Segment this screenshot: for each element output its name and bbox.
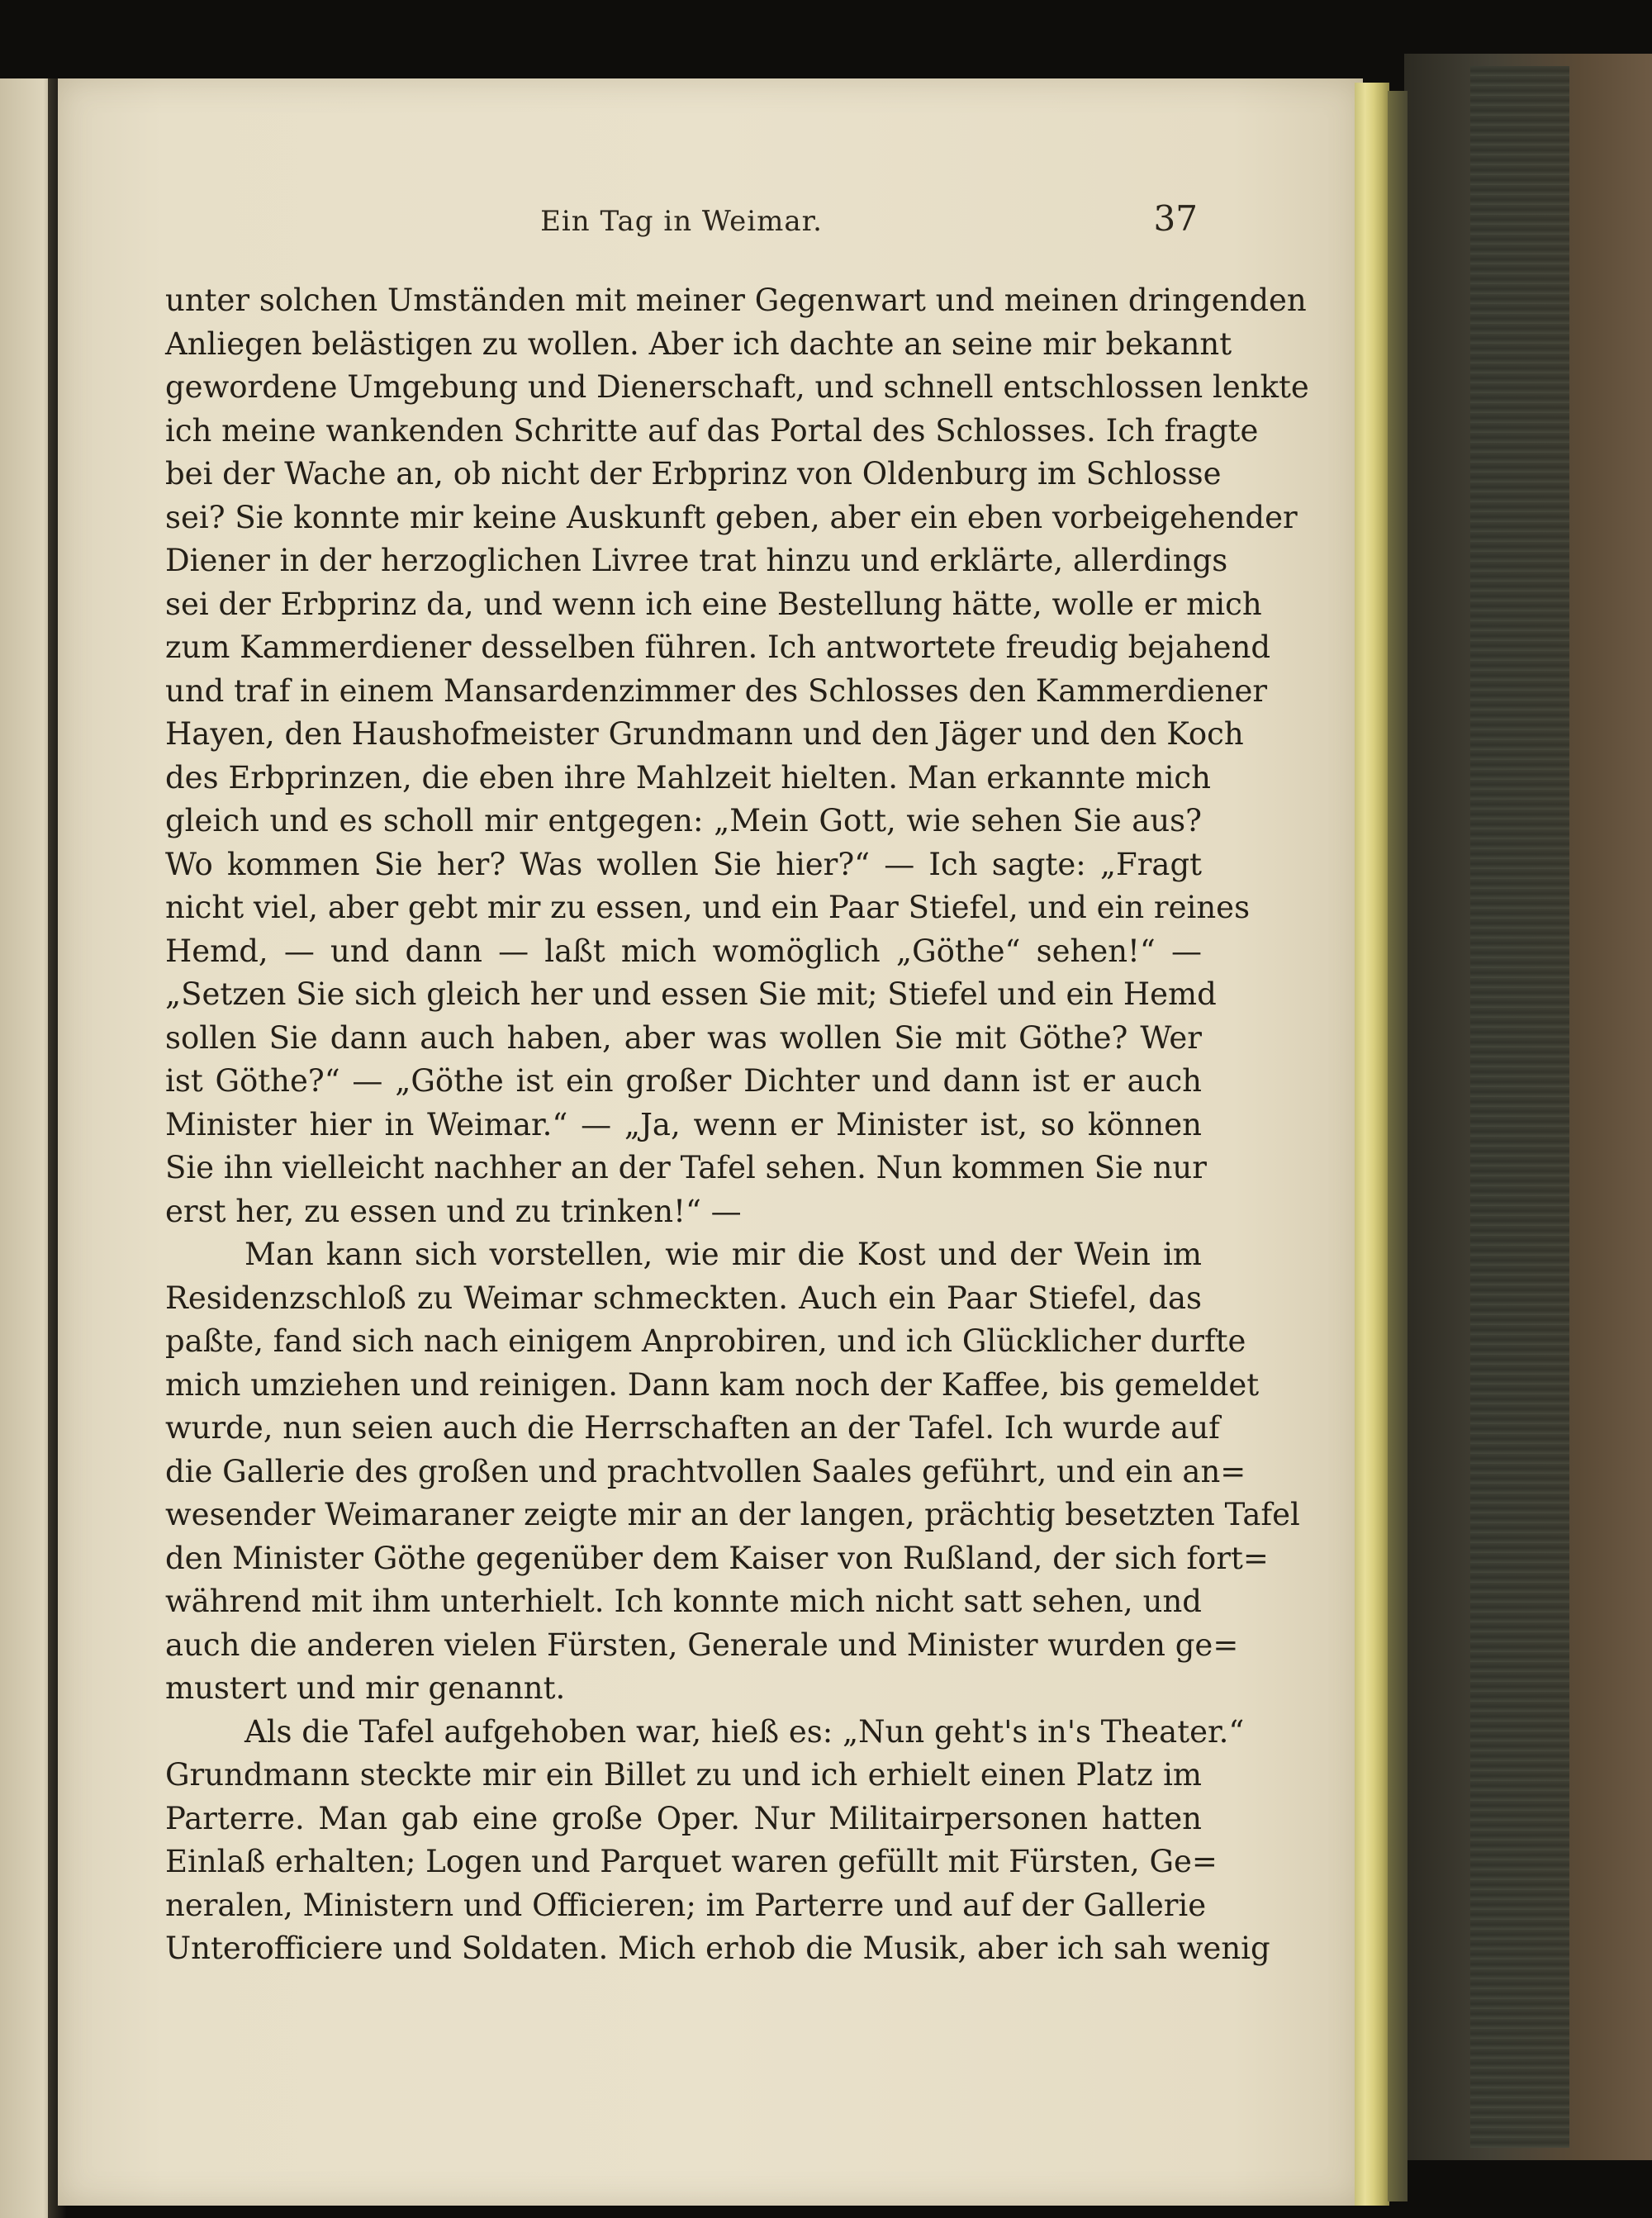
text-line: Wo kommen Sie her? Was wollen Sie hier?“ — Ich sagte: „Fragt <box>165 846 1202 882</box>
text-line: Unterofficiere und Soldaten. Mich erhob die Musik, aber ich sah wenig <box>165 1931 1270 1966</box>
text-line: und traf in einem Mansardenzimmer des Schlosses den Kammerdiener <box>165 672 1268 709</box>
text-line: Hayen, den Haushofmeister Grundmann und den Jäger und den Koch <box>165 716 1244 752</box>
text-line: die Gallerie des großen und prachtvollen Saales geführt, und ein an= <box>165 1453 1246 1489</box>
text-line: bei der Wache an, ob nicht der Erbprinz von Oldenburg im Schlosse <box>165 456 1222 492</box>
text-line: zum Kammerdiener desselben führen. Ich antwortete freudig bejahend <box>165 629 1270 665</box>
text-line: paßte, fand sich nach einigem Anprobiren, und ich Glücklicher durfte <box>165 1323 1246 1359</box>
text-line: Residenzschloß zu Weimar schmeckten. Auch ein Paar Stiefel, das <box>165 1280 1202 1316</box>
text-line: Anliegen belästigen zu wollen. Aber ich dachte an seine mir bekannt <box>165 325 1232 362</box>
text-line: Einlaß erhalten; Logen und Parquet waren gefüllt mit Fürsten, Ge= <box>165 1844 1218 1879</box>
text-line: gleich und es scholl mir entgegen: „Mein Gott, wie sehen Sie aus? <box>165 803 1202 838</box>
text-line: ist Göthe?“ — „Göthe ist ein großer Dichter und dann ist er auch <box>165 1063 1202 1099</box>
gilt-page-edges <box>1355 83 1389 2206</box>
text-line: erst her, zu essen und zu trinken!“ — <box>165 1193 742 1229</box>
text-line: mustert und mir genannt. <box>165 1670 566 1706</box>
text-line: Minister hier in Weimar.“ — „Ja, wenn er Minister ist, so können <box>165 1106 1202 1142</box>
text-line: ich meine wankenden Schritte auf das Portal des Schlosses. Ich fragte <box>165 412 1259 449</box>
text-line: Sie ihn vielleicht nachher an der Tafel sehen. Nun kommen Sie nur <box>165 1150 1207 1185</box>
text-line: Grundmann steckte mir ein Billet zu und ich erhielt einen Platz im <box>165 1757 1202 1793</box>
text-line: während mit ihm unterhielt. Ich konnte mich nicht satt sehen, und <box>165 1584 1202 1619</box>
text-line: wurde, nun seien auch die Herrschaften an der Tafel. Ich wurde auf <box>165 1410 1220 1446</box>
page-edge-shadow <box>1388 91 1408 2201</box>
text-line: sei? Sie konnte mir keine Auskunft geben, aber ein eben vorbeigehender <box>165 499 1298 535</box>
book-cover-binding <box>1470 66 1569 2148</box>
text-line: sei der Erbprinz da, und wenn ich eine Bestellung hätte, wolle er mich <box>165 586 1262 622</box>
text-line: Als die Tafel aufgehoben war, hieß es: „Nun geht's in's Theater.“ <box>244 1713 1245 1750</box>
text-line: neralen, Ministern und Officieren; im Parterre und auf der Gallerie <box>165 1887 1207 1923</box>
text-line: nicht viel, aber gebt mir zu essen, und ein Paar Stiefel, und ein reines <box>165 890 1251 925</box>
page-header <box>165 198 1198 248</box>
running-title: Ein Tag in Weimar. <box>540 205 823 238</box>
text-line: gewordene Umgebung und Dienerschaft, und schnell entschlossen lenkte <box>165 369 1309 405</box>
text-line: Man kann sich vorstellen, wie mir die Kost und der Wein im <box>244 1237 1202 1272</box>
body-text <box>165 279 1309 1971</box>
text-line: „Setzen Sie sich gleich her und essen Sie mit; Stiefel und ein Hemd <box>165 976 1217 1012</box>
text-line: Hemd, — und dann — laßt mich womöglich „Göthe“ sehen!“ — <box>165 933 1202 969</box>
text-line: sollen Sie dann auch haben, aber was wollen Sie mit Göthe? Wer <box>165 1019 1202 1056</box>
text-line: den Minister Göthe gegenüber dem Kaiser von Rußland, der sich fort= <box>165 1540 1269 1576</box>
text-line: unter solchen Umständen mit meiner Gegenwart und meinen dringenden <box>165 283 1307 318</box>
text-line: Diener in der herzoglichen Livree trat hinzu und erklärte, allerdings <box>165 543 1228 578</box>
text-line: des Erbprinzen, die eben ihre Mahlzeit hielten. Man erkannte mich <box>165 759 1211 796</box>
text-line: wesender Weimaraner zeigte mir an der langen, prächtig besetzten Tafel <box>165 1497 1300 1532</box>
text-line: mich umziehen und reinigen. Dann kam noch der Kaffee, bis gemeldet <box>165 1366 1260 1403</box>
page-number: 37 <box>1153 198 1198 239</box>
text-line: Parterre. Man gab eine große Oper. Nur Militairpersonen hatten <box>165 1800 1202 1836</box>
text-line: auch die anderen vielen Fürsten, Generale und Minister wurden ge= <box>165 1627 1239 1663</box>
